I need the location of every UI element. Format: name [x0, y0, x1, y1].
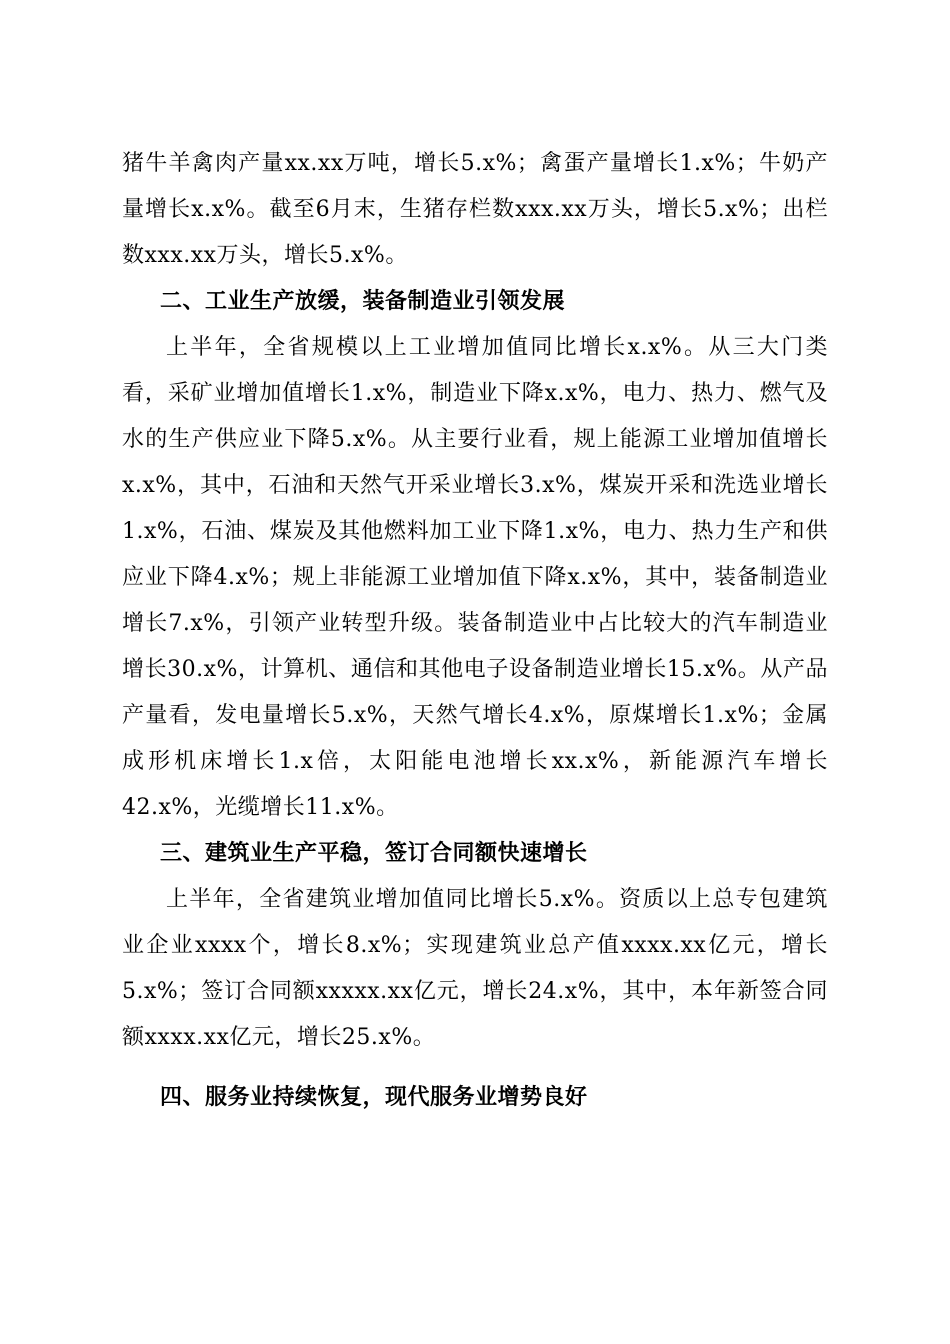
section-heading-services: 四、服务业持续恢复，现代服务业增势良好 — [160, 1085, 588, 1110]
section-heading-industry: 二、工业生产放缓，装备制造业引领发展 — [160, 289, 566, 314]
section-heading-construction: 三、建筑业生产平稳，签订合同额快速增长 — [160, 841, 588, 866]
paragraph-construction: 上半年，全省建筑业增加值同比增长5.x%。资质以上总专包建筑业企业xxxx个，增长8.x%；实现建筑业总产值xxxx.xx亿元，增长5.x%；签订合同额xxxxx.xx亿元，增长24.x%，其中，本年新签合同额xxxx.xx亿元，增长25.x%。 — [122, 887, 828, 1050]
paragraph-industry: 上半年，全省规模以上工业增加值同比增长x.x%。从三大门类看，采矿业增加值增长1.x%，制造业下降x.x%，电力、热力、燃气及水的生产供应业下降5.x%。从主要行业看，规上能源工业增加值增长x.x%，其中，石油和天然气开采业增长3.x%，煤炭开采和洗选业增长1.x%，石油、煤炭及其他燃料加工业下降1.x%，电力、热力生产和供应业下降4.x%；规上非能源工业增加值下降x.x%，其中，装备制造业增长7.x%，引领产业转型升级。装备制造业中占比较大的汽车制造业增长30.x%，计算机、通信和其他电子设备制造业增长15.x%。从产品产量看，发电量增长5.x%，天然气增长4.x%，原煤增长1.x%；金属成形机床增长1.x倍，太阳能电池增长xx.x%，新能源汽车增长42.x%，光缆增长11.x%。 — [122, 335, 829, 820]
paragraph-livestock-output: 猪牛羊禽肉产量xx.xx万吨，增长5.x%；禽蛋产量增长1.x%；牛奶产量增长x.x%。截至6月末，生猪存栏数xxx.xx万头，增长5.x%；出栏数xxx.xx万头，增长5.x%。 — [122, 151, 828, 268]
document-body — [122, 141, 828, 1121]
